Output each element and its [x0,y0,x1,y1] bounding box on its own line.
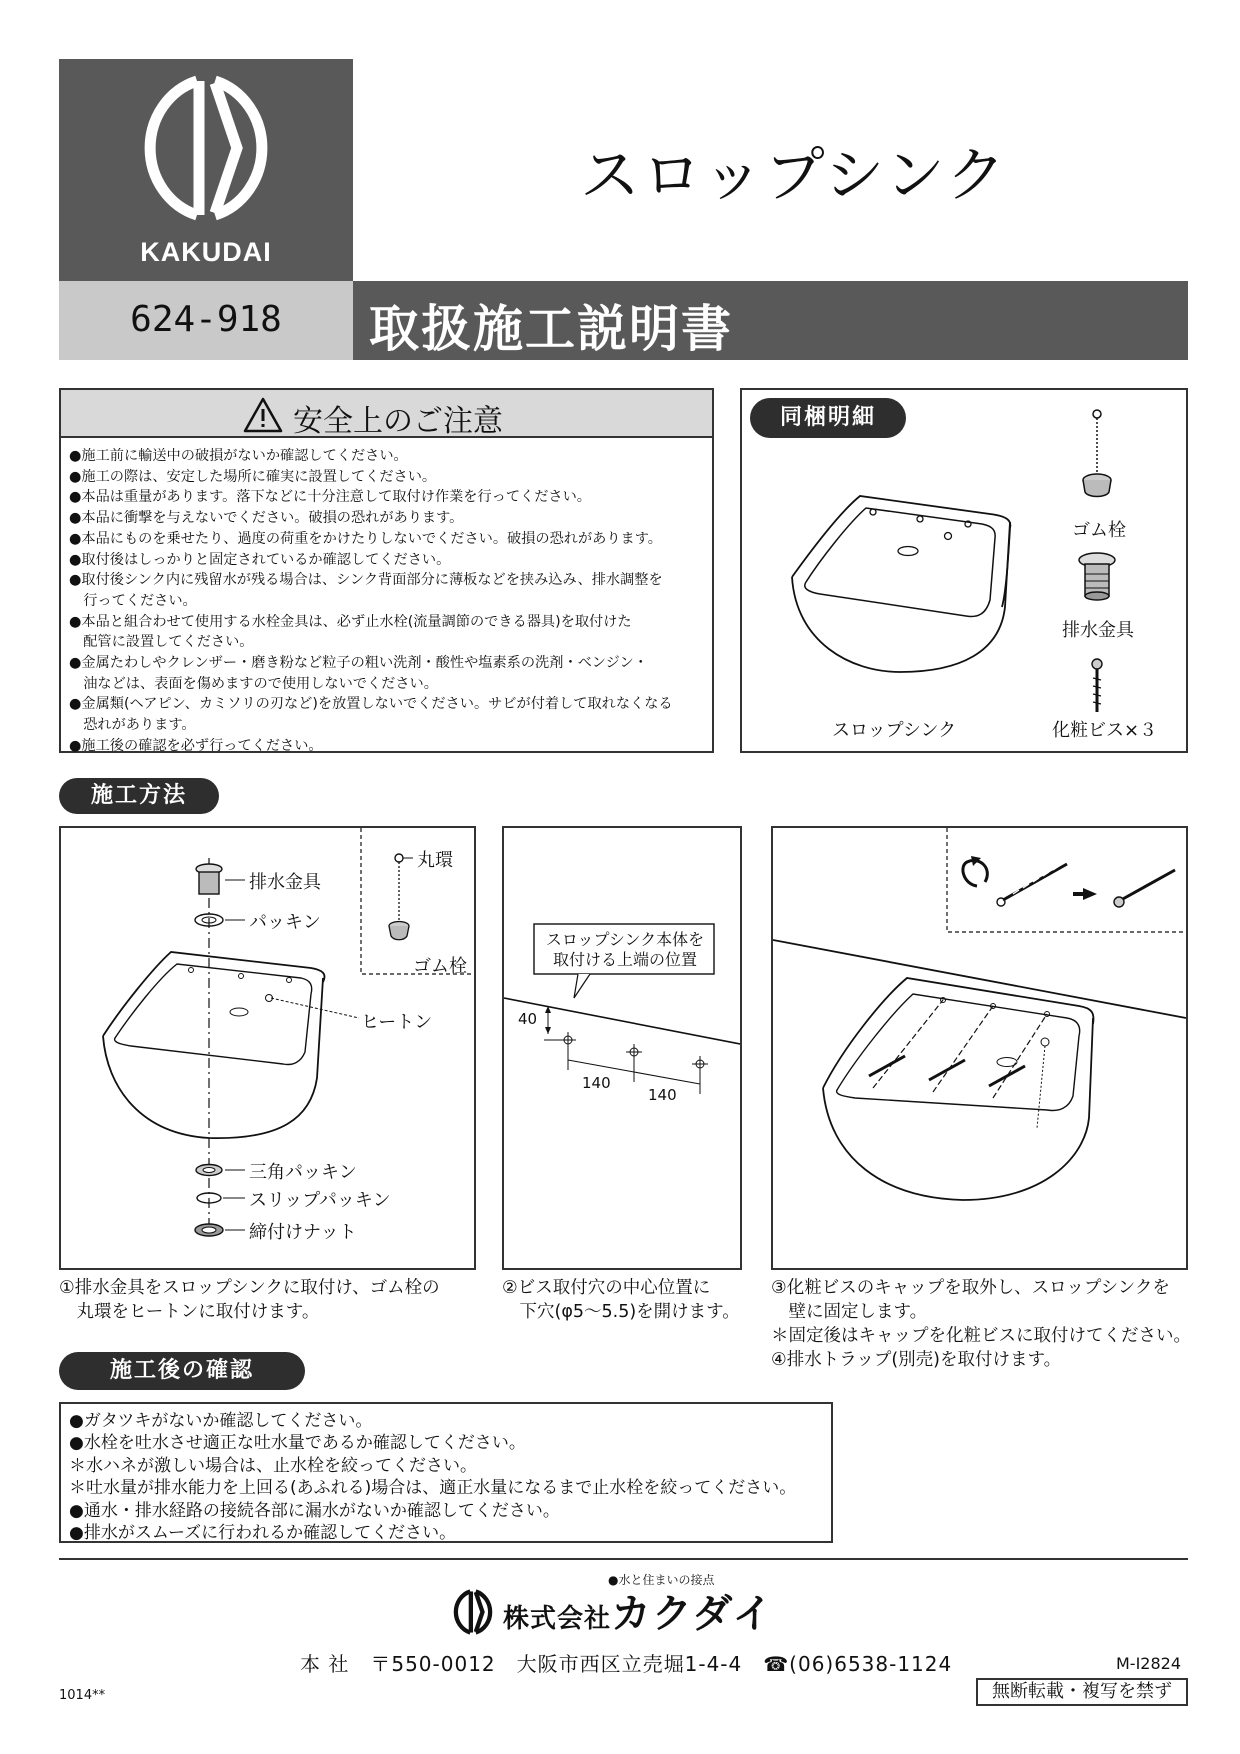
safety-header [61,390,712,438]
safety-item: ●金属たわしやクレンザー・磨き粉など粒子の粗い洗剤・酸性や塩素系の洗剤・ベンジン・ [69,655,648,672]
check-item: ＊水ハネが激しい場合は、止水栓を絞ってください。 [69,1455,477,1476]
dim-140: 140 [648,1086,677,1104]
check-item: ●水栓を吐水させ適正な吐水量であるか確認してください。 [69,1433,526,1454]
logo-block [59,59,353,281]
ring-label: 丸環 [417,850,453,871]
nut-label: 締付けナット [249,1222,357,1243]
tri-packing-label: 三角パッキン [249,1162,357,1183]
company-address: 本 社 〒550-0012 大阪市西区立売堀1-4-4 ☎(06)6538-1124 [300,1652,953,1676]
sink-label: スロップシンク [832,720,957,741]
safety-item: ●施工の際は、安定した場所に確実に設置してください。 [69,468,437,485]
method-title: 施工方法 [59,778,219,814]
safety-item: ●本品にものを乗せたり、過度の荷重をかけたりしないでください。破損の恐れがあります。 [69,530,662,547]
slop-sink-illustration [780,482,1020,682]
step1-text [59,1276,440,1324]
safety-title: 安全上のご注意 [293,404,503,439]
drain-label: 排水金具 [249,872,321,893]
check-item: ＊吐水量が排水能力を上回る(あふれる)場合は、適正水量になるまで止水栓を絞ってください。 [69,1478,797,1499]
check-item: ●排水がスムーズに行われるか確認してください。 [69,1523,457,1544]
safety-item: ●本品は重量があります。落下などに十分注意して取付け作業を行ってください。 [69,489,591,506]
step-line: ③化粧ビスのキャップを取外し、スロップシンクを [771,1278,1170,1298]
step2-panel [502,826,742,1270]
company-name [503,1582,773,1639]
slip-packing-label: スリップパッキン [249,1190,391,1211]
company-tagline: ●水と住まいの接点 [608,1573,715,1587]
warning-icon [243,397,283,433]
model-block [59,281,353,360]
dim-140: 140 [582,1074,611,1092]
model-number: 624-918 [130,299,282,340]
stopper-label: ゴム栓 [413,956,467,977]
step-line: 丸環をヒートンに取付けます。 [59,1302,320,1322]
check-list [69,1410,796,1544]
safety-item: 恐れがあります。 [69,717,196,734]
company-brand: カクダイ [611,1591,774,1637]
callout-line: 取付ける上端の位置 [552,950,697,969]
step-line: 壁に固定します。 [771,1302,928,1322]
copyright-notice: 無断転載・複写を禁ず [976,1678,1188,1706]
drain-label: 排水金具 [1062,620,1134,641]
hook-label: ヒートン [361,1012,433,1033]
step3-text [771,1276,1191,1372]
safety-item: ●本品に衝撃を与えないでください。破損の恐れがあります。 [69,510,464,527]
dim-40: 40 [518,1010,538,1028]
footer-divider [59,1558,1188,1560]
step-line: ④排水トラップ(別売)を取付けます。 [771,1350,1062,1370]
product-title: スロップシンク [580,141,1008,211]
company-prefix: 株式会社 [503,1604,612,1634]
screws-label: 化粧ビス×３ [1052,720,1158,741]
step3-panel [771,826,1188,1270]
safety-item: 配管に設置してください。 [69,634,254,651]
print-code: 1014** [59,1688,106,1703]
contents-box [740,388,1188,753]
safety-item: ●施工後の確認を必ず行ってください。 [69,737,323,754]
title-bar [353,281,1188,360]
safety-item: ●本品と組合わせて使用する水栓金具は、必ず止水栓(流量調節のできる器具)を取付けた [69,613,632,630]
step1-panel [59,826,476,1270]
safety-item: ●取付後シンク内に残留水が残る場合は、シンク背面部分に薄板などを挟み込み、排水調整を [69,572,663,589]
document-code: M-I2824 [1116,1654,1182,1673]
packing-label: パッキン [249,912,321,933]
screw-icon [1085,658,1109,714]
drain-fitting-icon [1072,550,1122,610]
safety-item: 行ってください。 [69,592,197,609]
callout [540,930,710,970]
step-line: 下穴(φ5〜5.5)を開けます。 [502,1302,740,1322]
check-item: ●ガタツキがないか確認してください。 [69,1411,373,1431]
step-line: ＊固定後はキャップを化粧ビスに取付けてください。 [771,1326,1191,1346]
check-item: ●通水・排水経路の接続各部に漏水がないか確認してください。 [69,1500,560,1521]
step2-diagram [504,828,740,1268]
step-line: ①排水金具をスロップシンクに取付け、ゴム栓の [59,1278,440,1298]
step3-diagram [773,828,1186,1268]
rubber-stopper-icon [1072,408,1122,508]
brand-name: KAKUDAI [140,237,272,267]
safety-item: 油などは、表面を傷めますので使用しないでください。 [69,675,438,692]
safety-box [59,388,714,753]
callout-line: スロップシンク本体を [545,930,705,949]
kakudai-logo [131,73,281,223]
stopper-label: ゴム栓 [1072,520,1126,541]
safety-item: ●金属類(ヘアピン、カミソリの刃など)を放置しないでください。サビが付着して取れなくなる [69,696,673,713]
safety-list [69,446,709,757]
step-line: ②ビス取付穴の中心位置に [502,1278,711,1298]
contents-title: 同梱明細 [750,398,906,438]
company-logo-icon [450,1588,496,1636]
safety-item: ●施工前に輸送中の破損がないか確認してください。 [69,448,408,464]
manual-title: 取扱施工説明書 [369,300,733,358]
safety-item: ●取付後はしっかりと固定されているか確認してください。 [69,551,451,568]
check-title: 施工後の確認 [59,1352,305,1390]
step2-text [502,1276,740,1324]
check-box [59,1402,833,1543]
